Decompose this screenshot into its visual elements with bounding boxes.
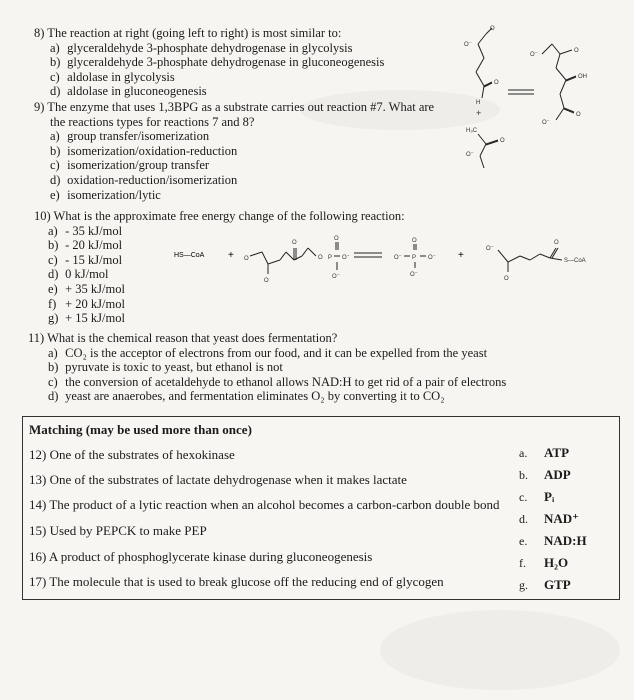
s-coa-label: S—CoA xyxy=(564,258,586,264)
option-c: c) the conversion of acetaldehyde to ethanol allows NAD:H to get rid of a pair of electrons xyxy=(48,374,507,389)
matching-question-17: 17) The molecule that is used to break glucose off the reducing end of glycogen xyxy=(29,574,444,589)
option-d: d) 0 kJ/mol xyxy=(48,267,109,282)
option-c: c) - 15 kJ/mol xyxy=(48,252,123,267)
option-b: b) - 20 kJ/mol xyxy=(48,238,123,253)
o-label: O xyxy=(318,255,323,261)
o-label: O xyxy=(504,276,509,282)
answer-b: b. ADP xyxy=(519,467,571,482)
plus-sign: + xyxy=(458,250,464,261)
plus-sign: + xyxy=(228,250,234,261)
p-label: P xyxy=(412,255,417,261)
o-label: O xyxy=(574,48,579,54)
o-label: O xyxy=(494,80,499,86)
o-minus-label: O⁻ xyxy=(342,255,350,261)
option-d: d) yeast are anaerobes, and fermentation eliminates O₂ by converting it to CO₂ xyxy=(48,389,445,404)
plus-sign: + xyxy=(476,108,482,118)
question-8-stem: 8) The reaction at right (going left to right) is most similar to: xyxy=(34,26,342,40)
h-label: H xyxy=(476,100,481,106)
question-8 xyxy=(34,26,384,99)
o-minus-label: O⁻ xyxy=(464,42,472,48)
o-label: O xyxy=(490,26,495,32)
answer-e: e. NAD:H xyxy=(519,533,587,548)
option-e: e) isomerization/lytic xyxy=(50,187,161,202)
q10-reaction-diagram xyxy=(168,226,614,288)
option-f: f) + 20 kJ/mol xyxy=(48,296,125,311)
question-11-stem: 11) What is the chemical reason that yeast does fermentation? xyxy=(28,331,338,345)
question-11 xyxy=(28,331,506,404)
o-minus-label: O⁻ xyxy=(530,52,538,58)
answer-c: c. Pᵢ xyxy=(519,489,555,504)
question-9 xyxy=(34,100,434,202)
option-c: c) aldolase in glycolysis xyxy=(50,69,175,84)
o-minus-label: O⁻ xyxy=(542,120,550,126)
option-c: c) isomerization/group transfer xyxy=(50,158,210,173)
o-minus-label: O⁻ xyxy=(428,255,436,261)
matching-title: Matching (may be used more than once) xyxy=(29,422,252,437)
option-b: b) pyruvate is toxic to yeast, but ethanol is not xyxy=(48,360,283,375)
o-label: O xyxy=(500,138,505,144)
hs-coa-label: HS—CoA xyxy=(174,252,205,259)
o-label: O xyxy=(244,256,249,262)
o-label: O xyxy=(264,278,269,284)
option-a: a) - 35 kJ/mol xyxy=(48,223,123,238)
reaction-structures-diagram xyxy=(448,24,618,174)
o-minus-label: O⁻ xyxy=(394,255,402,261)
o-minus-label: O⁻ xyxy=(410,272,418,278)
matching-section xyxy=(22,416,620,600)
option-a: a) group transfer/isomerization xyxy=(50,129,210,144)
question-9-stem: 9) The enzyme that uses 1,3BPG as a substrate carries out reaction #7. What are xyxy=(34,100,435,114)
option-a: a) CO₂ is the acceptor of electrons from our food, and it can be expelled from the yeast xyxy=(48,345,488,360)
h3c-label: H₃C xyxy=(466,128,478,134)
question-10-stem: 10) What is the approximate free energy change of the following reaction: xyxy=(34,209,405,223)
o-label: O xyxy=(292,240,297,246)
option-a: a) glyceraldehyde 3-phosphate dehydrogenase in glycolysis xyxy=(50,40,353,55)
o-minus-label: O⁻ xyxy=(332,274,340,280)
matching-question-14: 14) The product of a lytic reaction when an alcohol becomes a carbon-carbon double bond xyxy=(29,497,500,512)
option-d: d) aldolase in gluconeogenesis xyxy=(50,84,207,99)
paper-smudge xyxy=(380,610,620,690)
question-9-stem-cont: the reactions types for reactions 7 and 8? xyxy=(50,114,255,129)
matching-question-16: 16) A product of phosphoglycerate kinase during gluconeogenesis xyxy=(29,549,373,564)
option-e: e) + 35 kJ/mol xyxy=(48,281,125,296)
o-minus-label: O⁻ xyxy=(466,152,474,158)
answer-d: d. NAD⁺ xyxy=(519,511,580,526)
o-label: O xyxy=(412,238,417,244)
answer-a: a. ATP xyxy=(519,445,570,460)
matching-question-15: 15) Used by PEPCK to make PEP xyxy=(29,523,207,538)
answer-g: g. GTP xyxy=(519,577,571,592)
matching-question-13: 13) One of the substrates of lactate dehydrogenase when it makes lactate xyxy=(29,472,407,487)
answer-f: f. H₂O xyxy=(519,555,569,570)
o-label: O xyxy=(334,236,339,242)
option-b: b) glyceraldehyde 3-phosphate dehydrogenase in gluconeogenesis xyxy=(50,55,385,70)
matching-question-12: 12) One of the substrates of hexokinase xyxy=(29,447,235,462)
option-b: b) isomerization/oxidation-reduction xyxy=(50,143,238,158)
oh-label: OH xyxy=(578,74,587,80)
o-label: O xyxy=(554,240,559,246)
option-d: d) oxidation-reduction/isomerization xyxy=(50,172,238,187)
o-minus-label: O⁻ xyxy=(486,246,494,252)
p-label: P xyxy=(328,255,333,261)
o-label: O xyxy=(576,112,581,118)
option-g: g) + 15 kJ/mol xyxy=(48,311,125,326)
